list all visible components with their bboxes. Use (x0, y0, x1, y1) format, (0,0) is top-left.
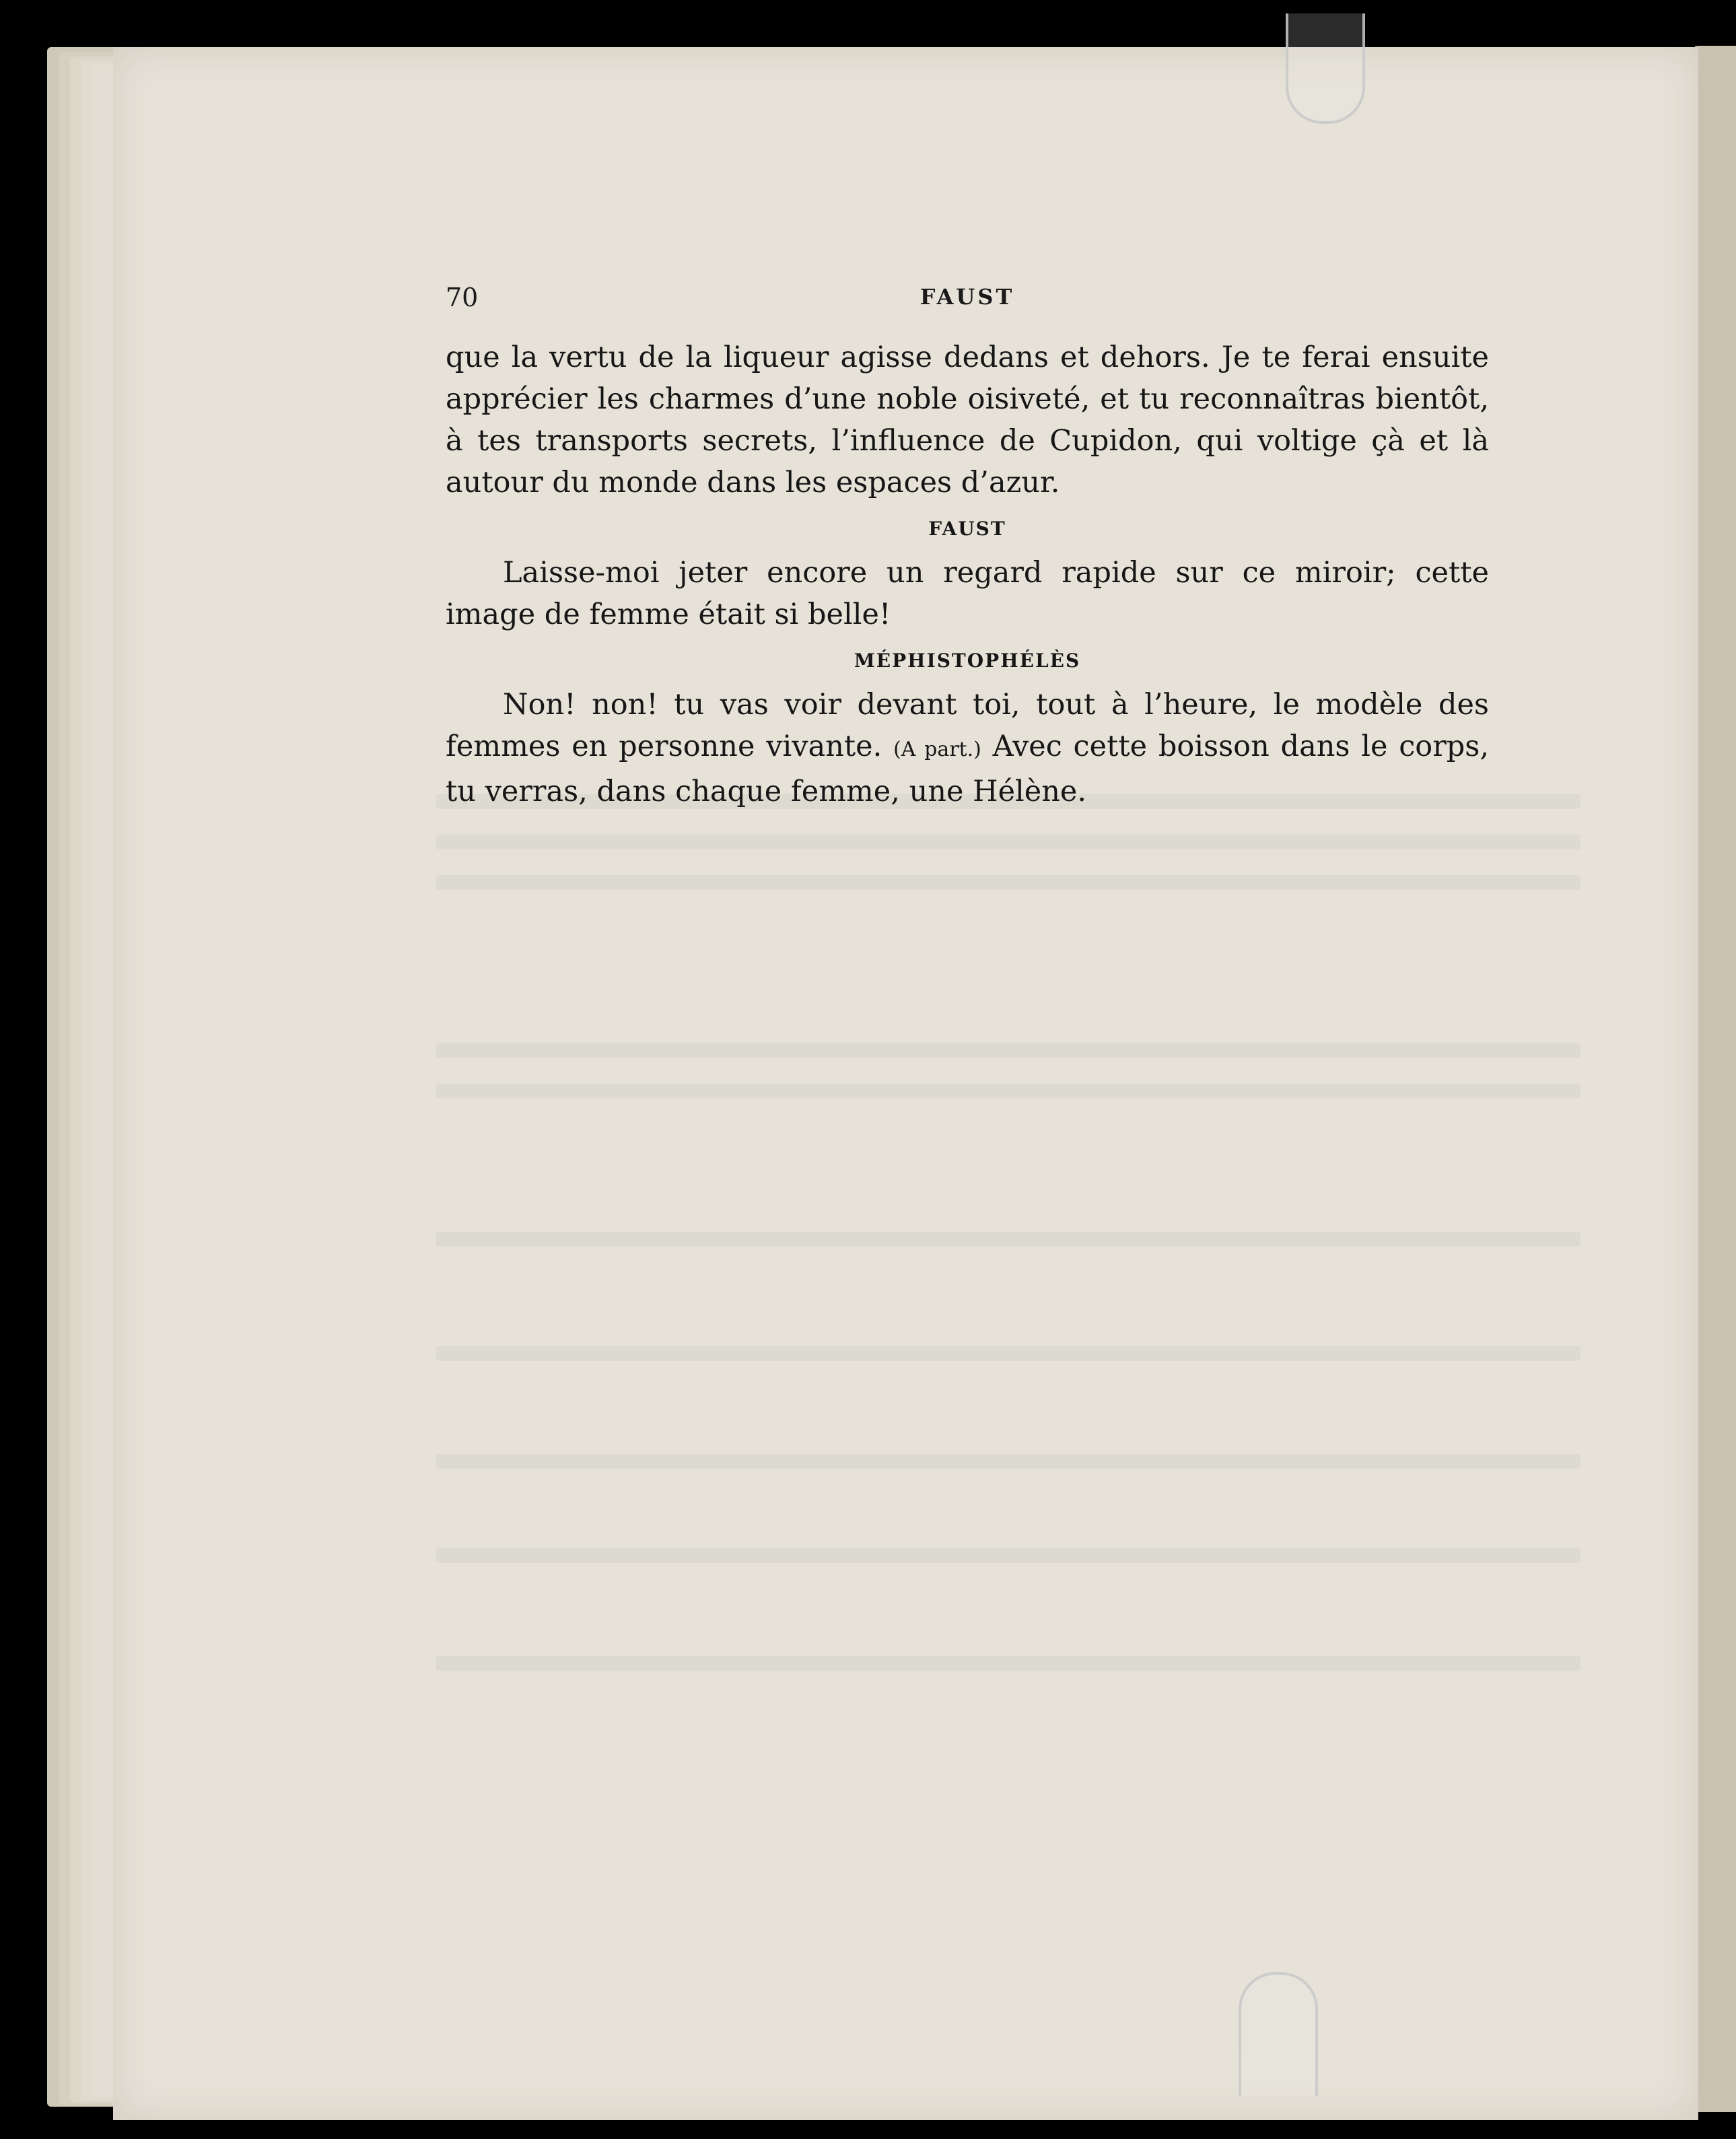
paragraph: que la vertu de la liqueur agisse dedans et dehors. Je te ferai ensuite apprécier les charmes d’une noble oisiveté, et tu reconnaîtras bientôt, à tes transports secrets, l’influence de Cupidon, qui voltige çà et là autour du monde dans les espaces d’azur. (446, 341, 1489, 499)
speaker-name: MÉPHISTOPHÉLÈS (854, 650, 1081, 672)
show-through-text (436, 1084, 1581, 1098)
show-through-text (436, 1232, 1581, 1247)
dialogue-text: Avec cette boisson dans le corps, tu verras, dans chaque femme, une Hélène. (446, 730, 1490, 808)
header-title: FAUST (919, 284, 1015, 310)
paragraph (446, 684, 1489, 812)
stage-direction: (A part.) (893, 738, 981, 761)
speaker-name: FAUST (928, 518, 1006, 540)
show-through-text (436, 875, 1581, 890)
page-clip (1239, 1972, 1318, 2096)
show-through-text (436, 1043, 1581, 1058)
show-through-text (436, 835, 1581, 849)
paragraph: Laisse-moi jeter encore un regard rapide sur ce miroir; cette image de femme était si belle! (446, 556, 1489, 631)
text-block (446, 337, 1489, 812)
dialogue-text: Non! non! tu vas voir devant toi, tout à l’heure, le modèle des femmes en personne vivante. (446, 688, 1489, 763)
show-through-text (436, 1346, 1581, 1361)
show-through-text (436, 1454, 1581, 1469)
facing-page-edge (1695, 46, 1736, 2112)
page-number: 70 (446, 283, 479, 312)
show-through-text (436, 1548, 1581, 1563)
show-through-text (436, 1656, 1581, 1671)
page-clip (1286, 13, 1365, 124)
running-head (446, 283, 1489, 316)
